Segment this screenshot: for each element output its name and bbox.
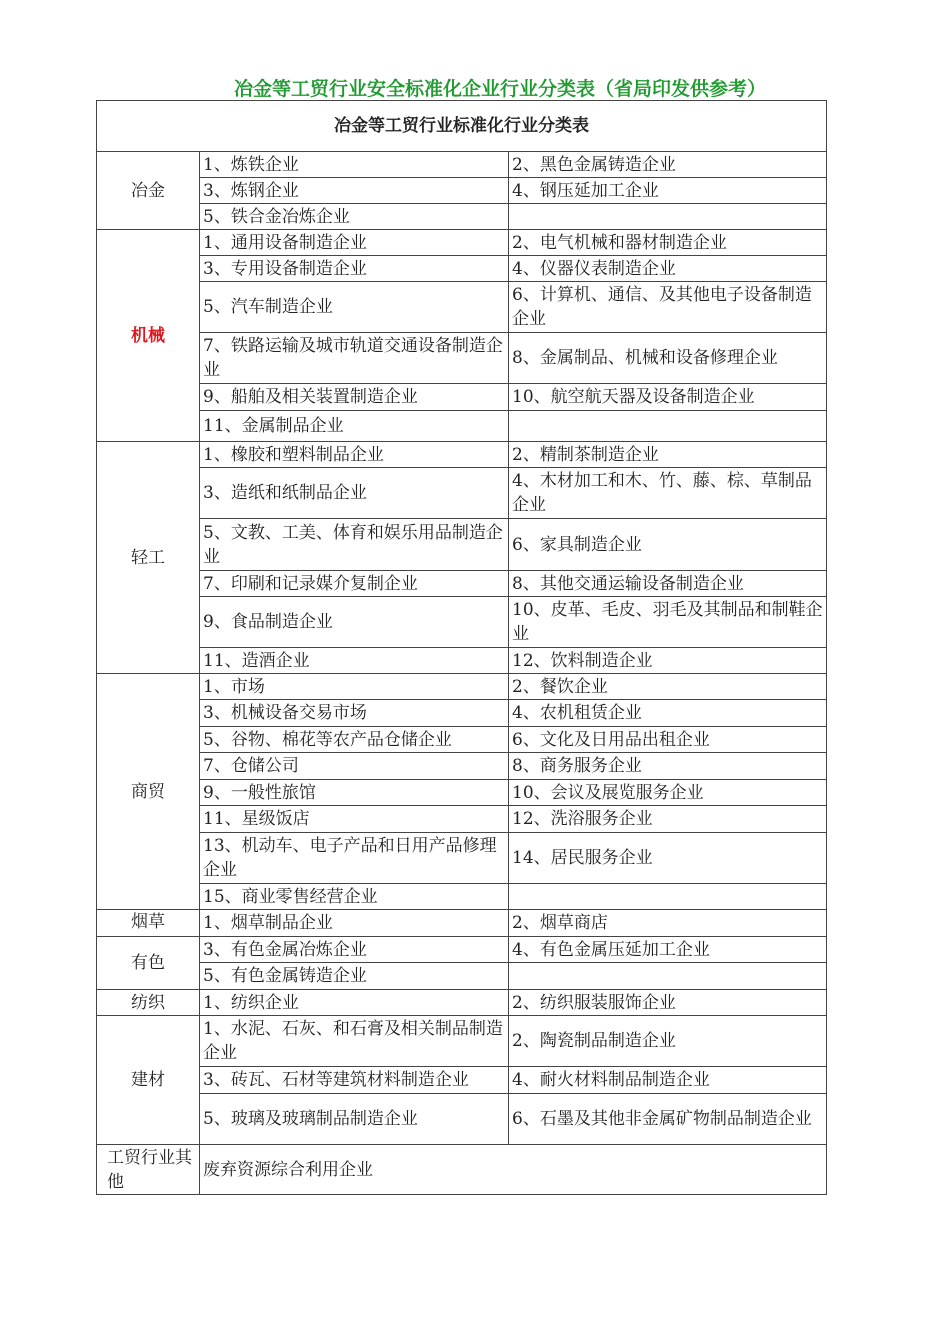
table-cell: 1、水泥、石灰、和石膏及相关制品制造企业 — [200, 1016, 509, 1067]
category-nonferrous: 有色 — [97, 937, 200, 990]
table-cell — [509, 411, 827, 442]
table-cell: 3、炼钢企业 — [200, 178, 509, 204]
classification-table — [96, 100, 827, 1195]
category-light-industry: 轻工 — [97, 442, 200, 674]
category-metallurgy: 冶金 — [97, 152, 200, 230]
table-cell: 13、机动车、电子产品和日用产品修理企业 — [200, 833, 509, 884]
table-cell: 1、纺织企业 — [200, 990, 509, 1016]
table-cell: 废弃资源综合利用企业 — [200, 1145, 827, 1195]
table-cell: 3、有色金属冶炼企业 — [200, 937, 509, 963]
table-cell — [509, 884, 827, 910]
table-cell: 4、木材加工和木、竹、藤、棕、草制品企业 — [509, 468, 827, 519]
table-cell: 10、皮革、毛皮、羽毛及其制品和制鞋企业 — [509, 597, 827, 648]
table-cell: 8、商务服务企业 — [509, 753, 827, 780]
table-cell: 5、谷物、棉花等农产品仓储企业 — [200, 727, 509, 753]
table-cell: 3、专用设备制造企业 — [200, 256, 509, 282]
table-cell: 2、电气机械和器材制造企业 — [509, 230, 827, 256]
table-cell: 5、有色金属铸造企业 — [200, 963, 509, 990]
table-cell: 15、商业零售经营企业 — [200, 884, 509, 910]
category-tobacco: 烟草 — [97, 910, 200, 937]
table-cell: 3、机械设备交易市场 — [200, 700, 509, 727]
table-cell: 4、有色金属压延加工企业 — [509, 937, 827, 963]
table-cell: 4、钢压延加工企业 — [509, 178, 827, 204]
table-cell: 3、造纸和纸制品企业 — [200, 468, 509, 519]
table-cell: 6、石墨及其他非金属矿物制品制造企业 — [509, 1094, 827, 1145]
document-title: 冶金等工贸行业安全标准化企业行业分类表（省局印发供参考） — [233, 78, 766, 100]
table-cell: 1、烟草制品企业 — [200, 910, 509, 937]
table-cell: 10、会议及展览服务企业 — [509, 780, 827, 806]
table-cell: 11、星级饭店 — [200, 806, 509, 833]
category-textile: 纺织 — [97, 990, 200, 1016]
category-other: 工贸行业其他 — [97, 1145, 200, 1195]
table-cell: 2、精制茶制造企业 — [509, 442, 827, 468]
table-cell: 9、一般性旅馆 — [200, 780, 509, 806]
table-cell: 6、文化及日用品出租企业 — [509, 727, 827, 753]
table-cell: 10、航空航天器及设备制造企业 — [509, 384, 827, 411]
table-cell: 5、汽车制造企业 — [200, 282, 509, 333]
table-cell: 2、纺织服装服饰企业 — [509, 990, 827, 1016]
table-title: 冶金等工贸行业标准化行业分类表 — [97, 101, 827, 152]
table-cell: 11、金属制品企业 — [200, 411, 509, 442]
table-cell: 9、食品制造企业 — [200, 597, 509, 648]
category-commerce: 商贸 — [97, 674, 200, 910]
table-cell: 9、船舶及相关装置制造企业 — [200, 384, 509, 411]
table-cell: 12、饮料制造企业 — [509, 648, 827, 674]
table-cell — [509, 204, 827, 230]
table-cell: 2、陶瓷制品制造企业 — [509, 1016, 827, 1067]
table-cell: 2、烟草商店 — [509, 910, 827, 937]
category-building-materials: 建材 — [97, 1016, 200, 1145]
table-cell: 1、市场 — [200, 674, 509, 700]
table-cell: 4、仪器仪表制造企业 — [509, 256, 827, 282]
table-cell: 4、农机租赁企业 — [509, 700, 827, 727]
table-cell: 2、餐饮企业 — [509, 674, 827, 700]
table-cell: 8、金属制品、机械和设备修理企业 — [509, 333, 827, 384]
table-cell: 6、家具制造企业 — [509, 519, 827, 571]
table-cell: 14、居民服务企业 — [509, 833, 827, 884]
table-cell: 7、铁路运输及城市轨道交通设备制造企业 — [200, 333, 509, 384]
table-cell: 1、炼铁企业 — [200, 152, 509, 178]
table-cell: 3、砖瓦、石材等建筑材料制造企业 — [200, 1067, 509, 1094]
table-cell: 2、黑色金属铸造企业 — [509, 152, 827, 178]
table-cell: 5、文教、工美、体育和娱乐用品制造企业 — [200, 519, 509, 571]
table-cell: 1、橡胶和塑料制品企业 — [200, 442, 509, 468]
table-cell: 5、铁合金冶炼企业 — [200, 204, 509, 230]
table-cell: 7、印刷和记录媒介复制企业 — [200, 571, 509, 597]
table-cell: 11、造酒企业 — [200, 648, 509, 674]
table-cell: 12、洗浴服务企业 — [509, 806, 827, 833]
table-cell: 5、玻璃及玻璃制品制造企业 — [200, 1094, 509, 1145]
category-machinery: 机械 — [97, 230, 200, 442]
table-cell: 4、耐火材料制品制造企业 — [509, 1067, 827, 1094]
table-cell: 6、计算机、通信、及其他电子设备制造企业 — [509, 282, 827, 333]
table-cell — [509, 963, 827, 990]
table-cell: 1、通用设备制造企业 — [200, 230, 509, 256]
table-cell: 8、其他交通运输设备制造企业 — [509, 571, 827, 597]
table-cell: 7、仓储公司 — [200, 753, 509, 780]
